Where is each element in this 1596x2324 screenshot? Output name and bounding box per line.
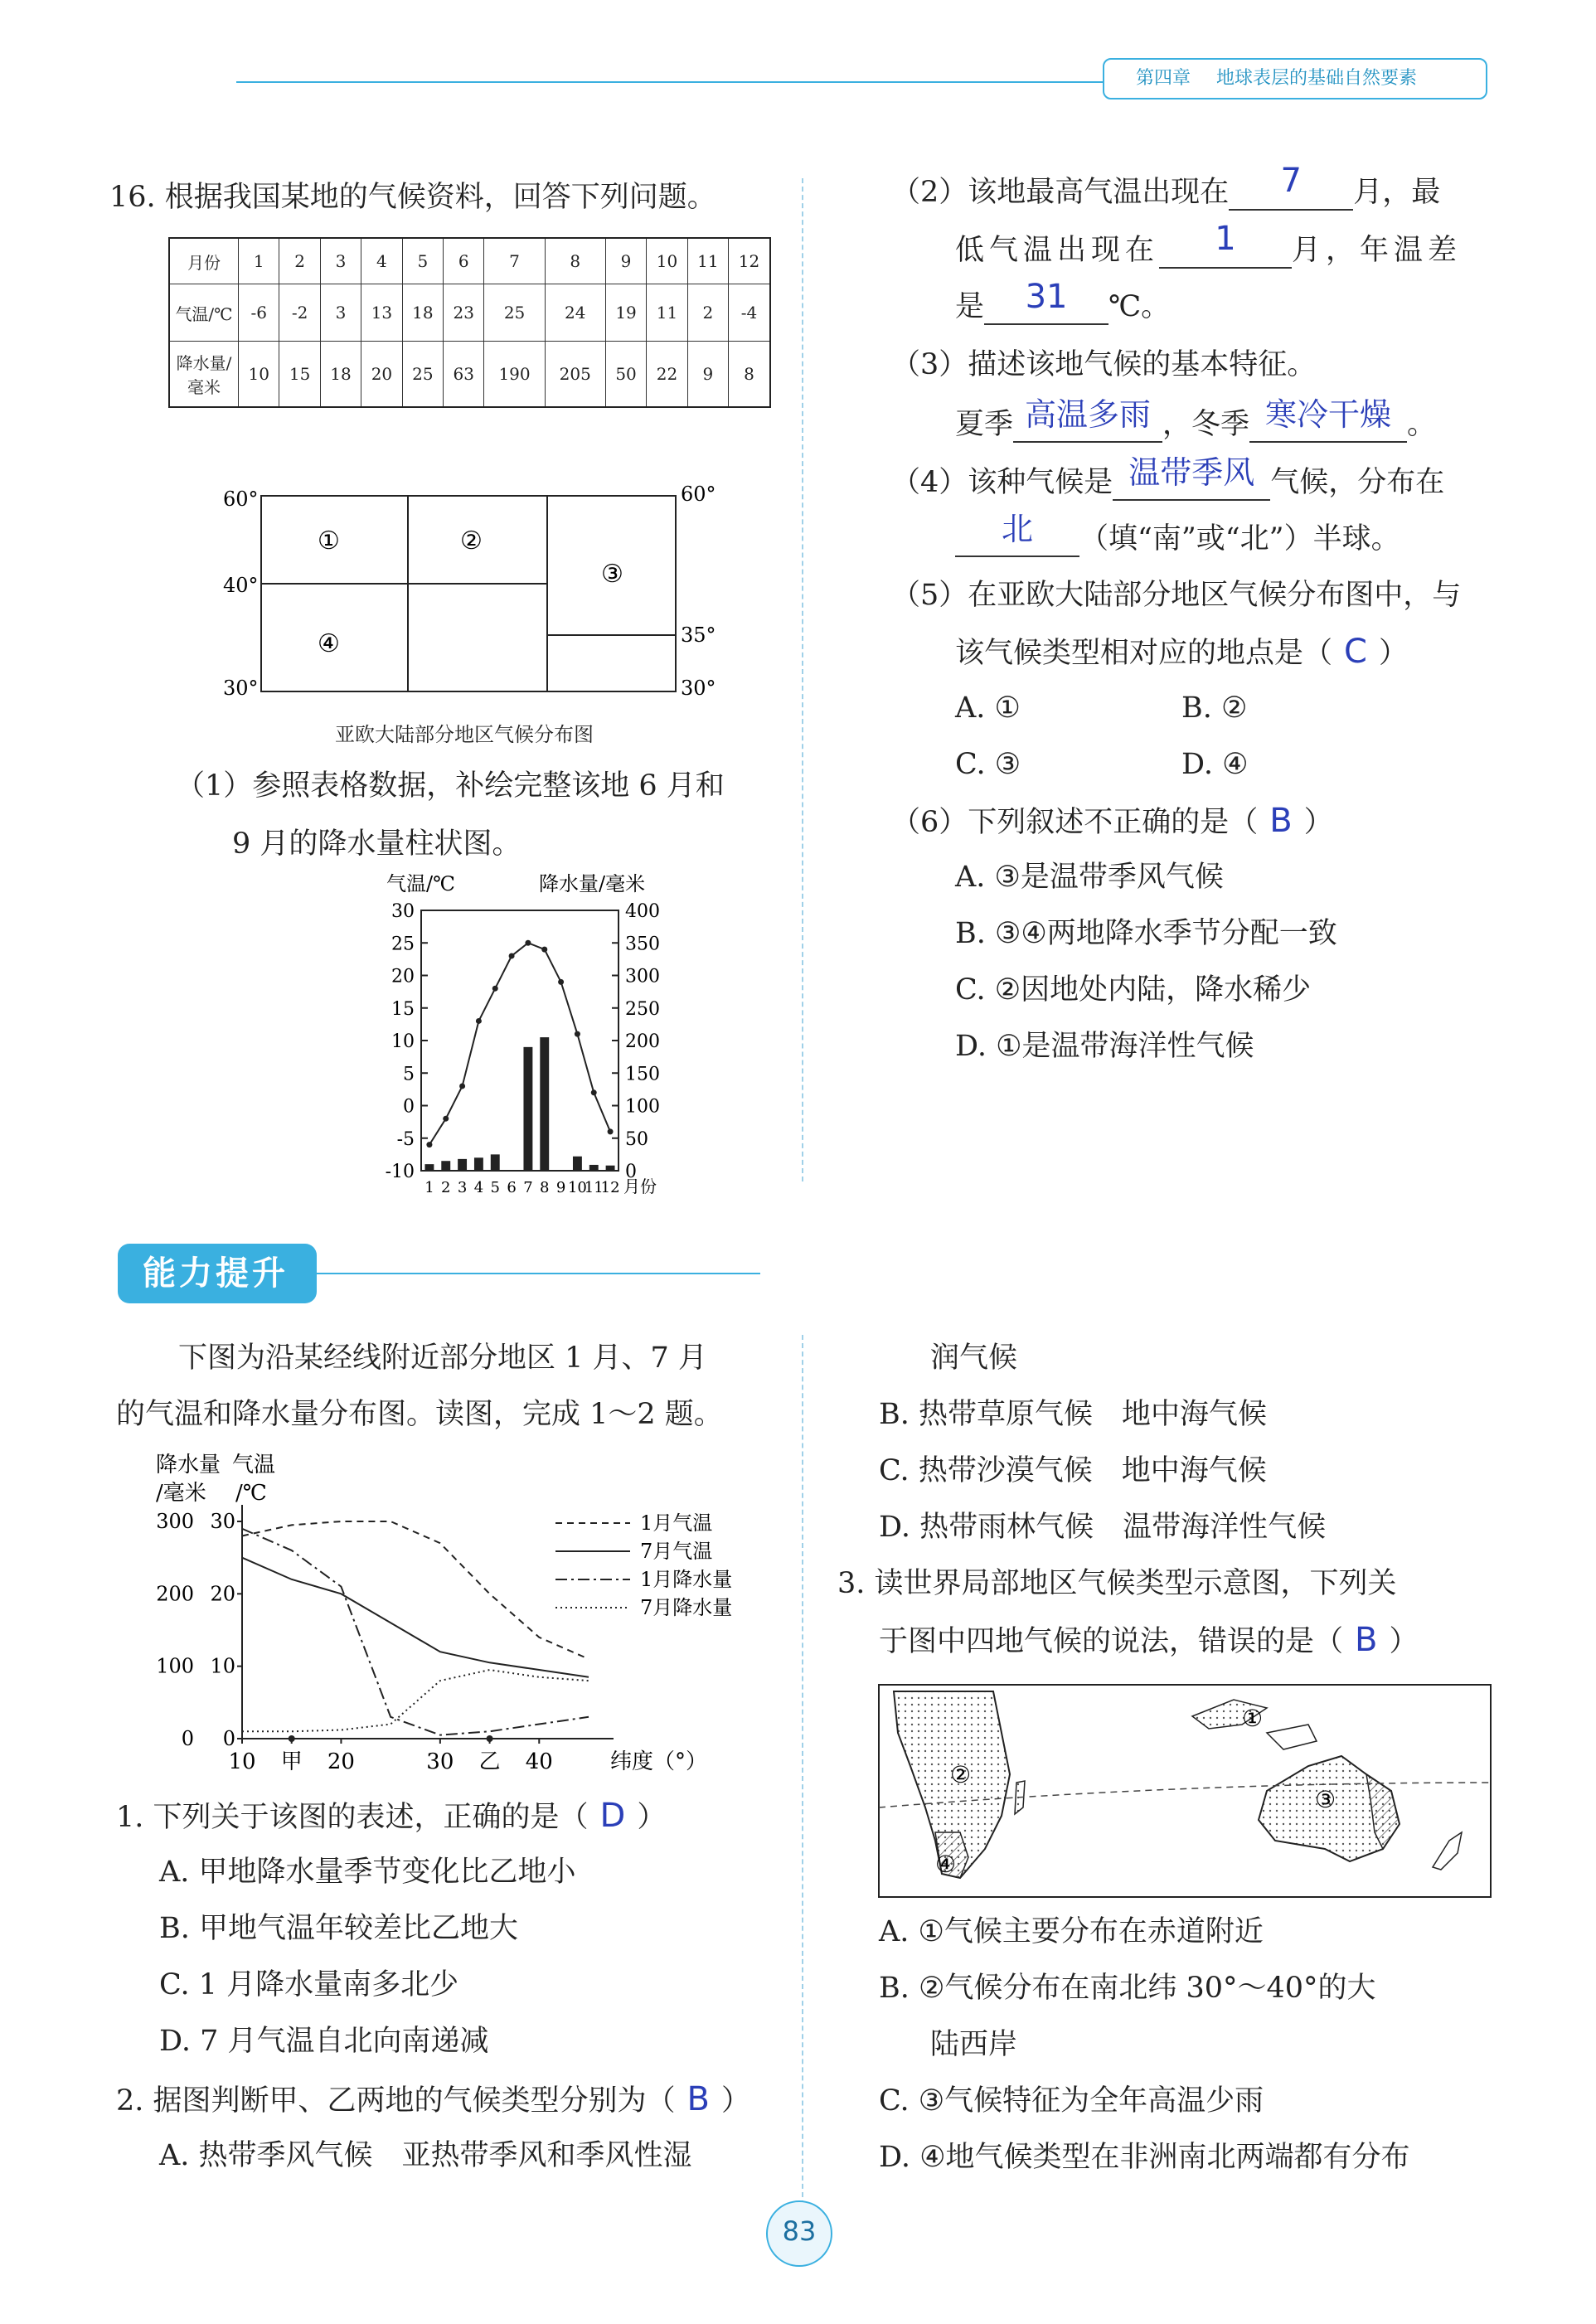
page-number: 83 xyxy=(782,2215,817,2247)
chart1-tick-label-right: 50 xyxy=(625,1128,648,1150)
chart2-tick-label-temp: 20 xyxy=(210,1582,235,1606)
table-cell: 25 xyxy=(484,284,545,342)
table-cell: 8 xyxy=(545,238,605,284)
chart1-x-tick-label: 10 xyxy=(567,1179,587,1196)
world-climate-map xyxy=(877,1683,1492,1900)
chart2-tick-label-temp: 30 xyxy=(210,1510,235,1533)
chart1-x-tick-label: 6 xyxy=(507,1179,517,1196)
q3-stem2 xyxy=(879,1623,1418,1658)
q1-option: B. 甲地气温年较差比乙地大 xyxy=(159,1912,518,1945)
chart1-x-tick-label: 1 xyxy=(424,1179,434,1196)
answer-blank xyxy=(1113,454,1270,501)
chart1-temp-point xyxy=(459,1083,465,1089)
answer-blank xyxy=(984,278,1108,325)
chart2-label-temp: 气温 xyxy=(232,1453,276,1477)
q16-p6-line xyxy=(891,804,1333,839)
q1-option: C. 1 月降水量南多北少 xyxy=(159,1968,459,2001)
table-cell: 6 xyxy=(444,238,484,284)
q16-p4-row2 xyxy=(955,511,1400,557)
chart2-tick-label-precip: 0 xyxy=(181,1727,194,1750)
eurasia-climate-map xyxy=(211,481,742,705)
latitude-climate-chart xyxy=(149,1447,746,1778)
chart1-tick-label-left: 25 xyxy=(391,934,415,955)
q1-option: A. 甲地降水量季节变化比乙地小 xyxy=(159,1856,576,1889)
chart2-legend-label: 7月气温 xyxy=(640,1540,713,1563)
q16-p4-row1 xyxy=(891,454,1445,501)
chart1-x-tick-label: 12 xyxy=(600,1179,620,1196)
table-cell: 18 xyxy=(402,284,443,342)
chart2-unit-precip: /毫米 xyxy=(156,1481,206,1506)
handwritten-answer: B xyxy=(1269,802,1293,840)
q2-stem-text: 2. 据图判断甲、乙两地的气候类型分别为（ xyxy=(116,2084,676,2118)
q2-option-a-line2: 润气候 xyxy=(930,1342,1018,1375)
q2-option: D. 热带雨林气候 温带海洋性气候 xyxy=(879,1511,1327,1544)
chart1-x-tick-label: 5 xyxy=(490,1179,500,1196)
handwritten-answer: B xyxy=(686,2080,710,2118)
chart1-ylabel-left: 气温/℃ xyxy=(386,872,455,895)
table-cell: -6 xyxy=(239,284,279,342)
answer-blank xyxy=(1249,396,1407,443)
q16-p2-row3 xyxy=(955,278,1171,325)
q2-option-a-line1: A. 热带季风气候 亚热带季风和季风性湿 xyxy=(159,2139,692,2172)
chart1-x-tick-label: 3 xyxy=(457,1179,468,1196)
chart1-temp-point xyxy=(492,986,498,992)
q16-p2-row1 xyxy=(891,162,1441,211)
chart2-x-tick-label: 乙 xyxy=(478,1749,501,1774)
section-rule xyxy=(317,1273,760,1274)
table-cell: 15 xyxy=(279,342,320,408)
q16-p2-row2 xyxy=(955,220,1463,269)
q16-p2-text: 是 xyxy=(955,290,985,323)
handwritten-answer: 1 xyxy=(1215,220,1236,258)
table-cell: 5 xyxy=(402,238,443,284)
q16-p5-option: D. ④ xyxy=(1181,748,1249,781)
chart2-x-tick-label: 30 xyxy=(426,1749,454,1774)
header-tab xyxy=(1103,58,1487,99)
q3-option: 陆西岸 xyxy=(930,2028,1018,2061)
table-cell: 10 xyxy=(647,238,687,284)
chart2-legend-label: 1月降水量 xyxy=(640,1568,733,1591)
chart1-x-tick-label: 9 xyxy=(555,1179,566,1196)
q16-p5-line2 xyxy=(955,635,1408,670)
q16-p3-text: 。 xyxy=(1407,408,1437,441)
q16-p2-text: 低气温出现在 xyxy=(955,234,1160,267)
table-cell: 9 xyxy=(687,342,728,408)
q16-stem: 16. 根据我国某地的气候资料，回答下列问题。 xyxy=(109,181,716,214)
q16-p6-text: （6）下列叙述不正确的是（ xyxy=(891,806,1259,839)
chart1-tick-label-left: 30 xyxy=(391,901,415,922)
chart1-tick-label-right: 150 xyxy=(625,1064,660,1085)
table-cell: 3 xyxy=(320,238,361,284)
chart1-temp-point xyxy=(575,1031,580,1037)
chart1-x-tick-label: 11 xyxy=(584,1179,604,1196)
chapter-label: 第四章 xyxy=(1136,68,1191,89)
handwritten-answer: 31 xyxy=(1025,278,1068,316)
chart1-temp-point xyxy=(608,1128,614,1134)
q16-p2-text: 月，最 xyxy=(1353,176,1441,209)
q16-p5-text: ） xyxy=(1378,637,1408,670)
chart2-tick-label-precip: 200 xyxy=(156,1582,194,1606)
chart2-series-line xyxy=(242,1521,589,1659)
table-cell: 19 xyxy=(605,284,646,342)
chart1-tick-label-right: 100 xyxy=(625,1096,660,1118)
q2-option: C. 热带沙漠气候 地中海气候 xyxy=(879,1454,1267,1487)
chart1-temp-point xyxy=(509,953,515,958)
chart1-temp-point xyxy=(443,1116,449,1122)
column-divider xyxy=(802,1335,803,2205)
lat-label: 60° xyxy=(681,483,716,506)
chart1-precip-bar xyxy=(474,1157,483,1171)
chart2-tick-label-temp: 10 xyxy=(210,1654,235,1678)
chart1-x-tick-label: 2 xyxy=(441,1179,451,1196)
q2-stem xyxy=(116,2080,750,2118)
chapter-title: 地球表层的基础自然要素 xyxy=(1216,68,1418,89)
lat-label: 35° xyxy=(681,623,716,647)
chart1-x-tick-label: 8 xyxy=(540,1179,550,1196)
q16-p4-text: 气候，分布在 xyxy=(1270,466,1445,499)
answer-blank xyxy=(1229,162,1353,211)
chart1-temp-point xyxy=(476,1018,482,1024)
chart1-tick-label-right: 350 xyxy=(625,934,660,955)
column-divider xyxy=(802,178,803,1181)
q3-option: C. ③气候特征为全年高温少雨 xyxy=(879,2084,1264,2118)
lat-label: 30° xyxy=(681,677,716,700)
chart2-x-tick-label: 甲 xyxy=(280,1749,303,1774)
chart1-temp-line xyxy=(429,943,610,1144)
q16-p6-text: ） xyxy=(1303,806,1333,839)
chart2-tick-label-precip: 300 xyxy=(156,1510,194,1533)
header-rule xyxy=(236,81,1103,83)
q16-p2-text: 月，年温差 xyxy=(1292,234,1463,267)
chart1-x-tick-label: 7 xyxy=(523,1179,533,1196)
table-cell: 8 xyxy=(729,342,770,408)
world-map-region-2: ② xyxy=(950,1761,972,1788)
chart1-tick-label-right: 400 xyxy=(625,901,660,922)
chart1-tick-label-left: 20 xyxy=(391,966,415,987)
table-cell: 20 xyxy=(361,342,402,408)
chart1-temp-point xyxy=(426,1142,432,1147)
chart1-tick-label-right: 200 xyxy=(625,1031,660,1052)
table-header-precip: 降水量/毫米 xyxy=(169,342,239,408)
q16-p3-row xyxy=(955,396,1437,443)
climate-table xyxy=(168,237,771,408)
chart1-ylabel-right: 降水量/毫米 xyxy=(539,872,646,895)
lat-label: 30° xyxy=(223,677,259,700)
intro-line2: 的气温和降水量分布图。读图，完成 1～2 题。 xyxy=(116,1398,723,1431)
q16-p1-line2: 9 月的降水量柱状图。 xyxy=(232,827,521,861)
chart1-precip-bar xyxy=(424,1164,434,1171)
chart1-tick-label-left: 15 xyxy=(391,998,415,1020)
chart2-unit-temp: /℃ xyxy=(235,1481,267,1506)
handwritten-answer: 温带季风 xyxy=(1128,454,1255,491)
chart2-series-line xyxy=(242,1558,589,1677)
table-cell: 11 xyxy=(687,238,728,284)
q16-p6-option: A. ③是温带季风气候 xyxy=(955,861,1224,894)
map-caption: 亚欧大陆部分地区气候分布图 xyxy=(335,723,594,746)
table-cell: 25 xyxy=(402,342,443,408)
q16-p5-option: C. ③ xyxy=(955,748,1021,781)
table-cell: 3 xyxy=(320,284,361,342)
chart1-temp-point xyxy=(525,940,531,946)
world-map-region-1: ① xyxy=(1242,1705,1264,1732)
table-cell: 1 xyxy=(239,238,279,284)
chart1-precip-bar xyxy=(458,1159,467,1171)
q2-option: B. 热带草原气候 地中海气候 xyxy=(879,1398,1267,1431)
chart1-x-tick-label: 4 xyxy=(473,1179,484,1196)
q16-p3-text: ，冬季 xyxy=(1162,408,1250,441)
q1-stem-text: 1. 下列关于该图的表述，正确的是（ xyxy=(116,1801,589,1834)
q16-p1-line1: （1）参照表格数据，补绘完整该地 6 月和 xyxy=(176,769,725,803)
chart2-legend-label: 7月降水量 xyxy=(640,1596,733,1619)
q1-option: D. 7 月气温自北向南递减 xyxy=(159,2025,489,2058)
chart1-tick-label-right: 250 xyxy=(625,998,660,1020)
table-cell: 18 xyxy=(320,342,361,408)
chart2-series-line xyxy=(242,1529,589,1735)
map-region-1: ① xyxy=(318,526,340,556)
chart1-precip-bar xyxy=(441,1161,450,1171)
q3-stem-text: ） xyxy=(1389,1625,1419,1658)
table-cell: 24 xyxy=(545,284,605,342)
q2-stem-text: ） xyxy=(720,2084,750,2118)
handwritten-answer: C xyxy=(1344,633,1367,671)
chart1-precip-bar xyxy=(491,1154,500,1171)
handwritten-answer: B xyxy=(1355,1621,1378,1659)
table-cell: 63 xyxy=(444,342,484,408)
chart2-x-tick-label: 40 xyxy=(525,1749,553,1774)
answer-blank xyxy=(1013,396,1162,443)
lat-label: 60° xyxy=(223,488,259,511)
q3-stem1: 3. 读世界局部地区气候类型示意图，下列关 xyxy=(837,1567,1397,1600)
chart1-tick-label-right: 300 xyxy=(625,966,660,987)
table-cell: 13 xyxy=(361,284,402,342)
handwritten-answer: 高温多雨 xyxy=(1025,396,1152,433)
chart1-x-axis-label: 月份 xyxy=(623,1177,657,1196)
chart2-location-dot xyxy=(289,1735,295,1742)
table-cell: 190 xyxy=(484,342,545,408)
table-cell: 2 xyxy=(687,284,728,342)
q16-p6-option: C. ②因地处内陆，降水稀少 xyxy=(955,973,1312,1007)
table-header-temp: 气温/℃ xyxy=(169,284,239,342)
table-cell: 9 xyxy=(605,238,646,284)
chart1-precip-bar xyxy=(540,1037,549,1171)
chart1-precip-bar xyxy=(523,1047,532,1171)
chart1-tick-label-left: 0 xyxy=(403,1096,415,1118)
chart1-precip-bar xyxy=(606,1166,615,1171)
world-map-region-4: ④ xyxy=(935,1851,957,1878)
table-header-month: 月份 xyxy=(169,238,239,284)
table-cell: -2 xyxy=(279,284,320,342)
table-cell: 4 xyxy=(361,238,402,284)
table-row-precip xyxy=(169,342,770,408)
q16-p6-option: D. ①是温带海洋性气候 xyxy=(955,1030,1254,1063)
table-cell: 11 xyxy=(647,284,687,342)
map-region-2: ② xyxy=(460,526,483,556)
table-cell: 22 xyxy=(647,342,687,408)
table-cell: 2 xyxy=(279,238,320,284)
q3-option: D. ④地气候类型在非洲南北两端都有分布 xyxy=(879,2141,1410,2174)
chart1-tick-label-right: 0 xyxy=(625,1162,637,1182)
q3-option: B. ②气候分布在南北纬 30°～40°的大 xyxy=(879,1972,1376,2005)
chart2-label-precip: 降水量 xyxy=(156,1453,221,1477)
table-cell: -4 xyxy=(729,284,770,342)
intro-line1: 下图为沿某经线附近部分地区 1 月、7 月 xyxy=(178,1342,707,1375)
chart1-tick-label-left: -5 xyxy=(396,1128,415,1150)
lat-label: 40° xyxy=(223,574,259,597)
handwritten-answer: D xyxy=(599,1797,626,1835)
q16-p5-option: B. ② xyxy=(1181,691,1248,725)
world-map-region-3: ③ xyxy=(1315,1786,1336,1813)
table-cell: 50 xyxy=(605,342,646,408)
q16-p4-text: （填“南”或“北”）半球。 xyxy=(1079,522,1400,556)
q1-stem xyxy=(116,1799,666,1834)
map-region-4: ④ xyxy=(318,629,340,658)
section-title: 能力提升 xyxy=(143,1254,289,1293)
table-cell: 12 xyxy=(729,238,770,284)
answer-blank xyxy=(955,511,1079,557)
q1-stem-text: ） xyxy=(637,1801,667,1834)
q16-p6-option: B. ③④两地降水季节分配一致 xyxy=(955,917,1337,950)
q16-p5-option: A. ① xyxy=(955,691,1021,725)
q16-p2-text: ℃。 xyxy=(1108,290,1171,323)
chart1-temp-point xyxy=(591,1089,597,1095)
handwritten-answer: 7 xyxy=(1280,162,1302,200)
answer-blank xyxy=(1159,220,1292,269)
map-region-3: ③ xyxy=(601,560,623,589)
chart1-tick-label-left: 10 xyxy=(391,1031,415,1052)
chart1-temp-point xyxy=(541,947,547,953)
q16-p5-line1: （5）在亚欧大陆部分地区气候分布图中，与 xyxy=(891,579,1462,612)
table-cell: 10 xyxy=(239,342,279,408)
handwritten-answer: 寒冷干燥 xyxy=(1265,396,1392,433)
table-row-temp xyxy=(169,284,770,342)
q16-p3-line1: （3）描述该地气候的基本特征。 xyxy=(891,348,1317,381)
table-cell: 23 xyxy=(444,284,484,342)
q3-option: A. ①气候主要分布在赤道附近 xyxy=(879,1915,1264,1948)
chart1-tick-label-left: -10 xyxy=(385,1162,415,1182)
chart2-series-line xyxy=(242,1670,589,1731)
handwritten-answer: 北 xyxy=(1001,511,1033,547)
chart2-legend-label: 1月气温 xyxy=(640,1511,713,1535)
table-row-month xyxy=(169,238,770,284)
chart2-tick-label-precip: 100 xyxy=(156,1654,194,1678)
chart1-precip-bar xyxy=(573,1157,582,1171)
q3-stem-text: 于图中四地气候的说法，错误的是（ xyxy=(879,1625,1344,1658)
chart2-x-tick-label: 10 xyxy=(228,1749,256,1774)
table-cell: 205 xyxy=(545,342,605,408)
chart1-tick-label-left: 5 xyxy=(403,1064,415,1085)
q16-p3-text: 夏季 xyxy=(955,408,1014,441)
climate-chart xyxy=(365,871,663,1202)
q16-p5-text: 该气候类型相对应的地点是（ xyxy=(955,637,1333,670)
chart2-tick-label-temp: 0 xyxy=(222,1727,235,1750)
q16-p4-text: （4）该种气候是 xyxy=(891,466,1113,499)
q16-p2-text: （2）该地最高气温出现在 xyxy=(891,176,1230,209)
chart1-precip-bar xyxy=(589,1165,599,1171)
chart2-x-tick-label: 20 xyxy=(327,1749,355,1774)
chart2-xlabel: 纬度（°） xyxy=(610,1749,708,1774)
chart2-location-dot xyxy=(487,1735,493,1742)
table-cell: 7 xyxy=(484,238,545,284)
chart1-temp-point xyxy=(558,979,564,985)
